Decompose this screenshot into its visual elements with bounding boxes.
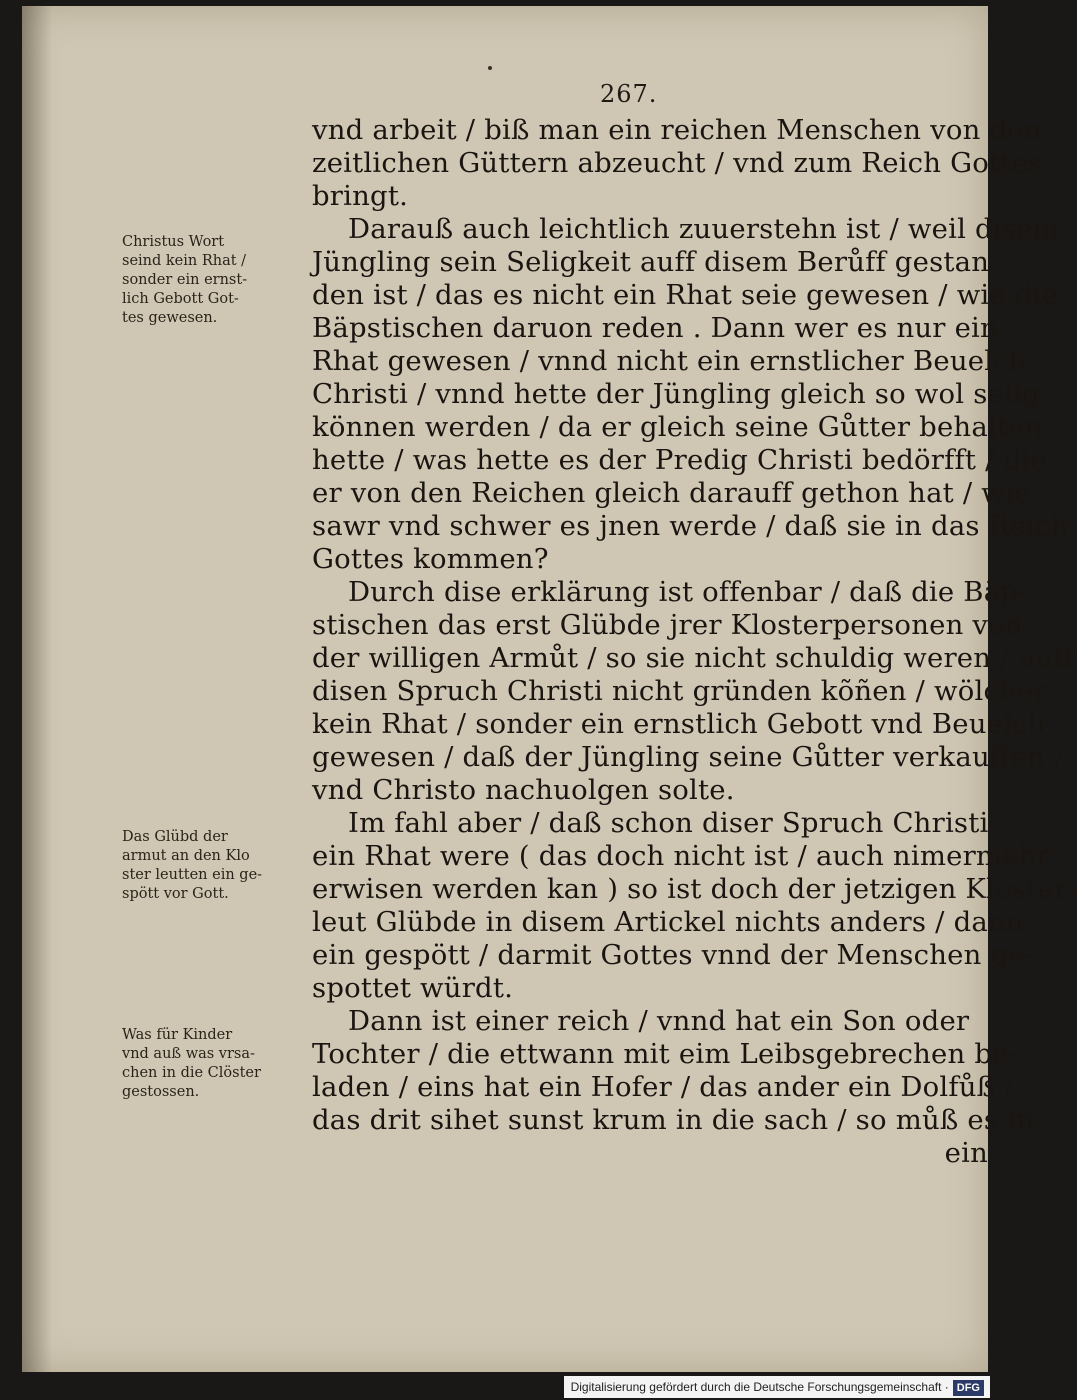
gloss-line: lich Gebott Got-	[122, 291, 239, 307]
text-line: laden / eins hat ein Hofer / das ander ein Dolfůß /	[312, 1071, 1014, 1103]
text-line: ein Rhat were ( das doch nicht ist / auch nimermehr	[312, 840, 1050, 872]
text-line: vnd arbeit / biß man ein reichen Menschen von den	[312, 114, 1042, 146]
ink-mark	[488, 66, 492, 70]
text-line: ein gespött / darmit Gottes vnnd der Menschen ge-	[312, 939, 1035, 971]
marginal-gloss-2	[122, 828, 312, 904]
text-line: das drit sihet sunst krum in die sach / so můß es in	[312, 1104, 1035, 1136]
gloss-line: tes gewesen.	[122, 310, 218, 326]
marginal-gloss-3	[122, 1026, 312, 1102]
text-line: Darauß auch leichtlich zuuerstehn ist / weil disem	[348, 213, 1059, 245]
gloss-line: chen in die Clöster	[122, 1065, 261, 1081]
document-page	[22, 6, 1077, 1372]
text-line: zeitlichen Güttern abzeucht / vnd zum Reich Gottes	[312, 147, 1043, 179]
text-line: Jüngling sein Seligkeit auff disem Berůff gestan-	[312, 246, 999, 278]
gloss-line: sonder ein ernst-	[122, 272, 248, 288]
text-line: Durch dise erklärung ist offenbar / daß die Bäp-	[348, 576, 1028, 608]
text-line: er von den Reichen gleich darauff gethon hat / wie	[312, 477, 1031, 509]
gutter-shadow	[22, 6, 52, 1372]
text-line: Dann ist einer reich / vnnd hat ein Son oder	[348, 1005, 970, 1037]
text-line: Bäpstischen daruon reden . Dann wer es nur ein	[312, 312, 998, 344]
body-text	[312, 114, 1077, 1170]
text-line: Im fahl aber / daß schon diser Spruch Christi	[348, 807, 989, 839]
footer-text: Digitalisierung gefördert durch die Deutsche Forschungsgemeinschaft ·	[570, 1380, 949, 1394]
dfg-logo: DFG	[953, 1380, 984, 1396]
text-line: Gottes kommen?	[312, 543, 549, 575]
dfg-footer	[564, 1376, 990, 1398]
gloss-line: Christus Wort	[122, 234, 225, 250]
text-line: den ist / das es nicht ein Rhat seie gewesen / wie die	[312, 279, 1059, 311]
text-line: ein	[944, 1137, 988, 1169]
text-line: stischen das erst Glübde jrer Klosterpersonen von	[312, 609, 1023, 641]
gloss-line: vnd auß was vrsa-	[122, 1046, 255, 1062]
text-line: leut Glübde in disem Artickel nichts anders / dann	[312, 906, 1024, 938]
text-line: vnd Christo nachuolgen solte.	[312, 774, 735, 806]
text-line: bringt.	[312, 180, 409, 212]
text-line: Tochter / die ettwann mit eim Leibsgebrechen be-	[312, 1038, 1019, 1070]
text-line: Christi / vnnd hette der Jüngling gleich so wol selig	[312, 378, 1040, 410]
gloss-line: ster leutten ein ge-	[122, 867, 263, 883]
text-line: sawr vnd schwer es jnen werde / daß sie in das Reich	[312, 510, 1069, 542]
marginal-gloss-1	[122, 233, 312, 328]
text-line: Rhat gewesen / vnnd nicht ein ernstlicher Beuelch	[312, 345, 1027, 377]
gloss-line: Das Glübd der	[122, 829, 228, 845]
text-line: gewesen / daß der Jüngling seine Gůtter verkauffen /	[312, 741, 1064, 773]
gloss-line: gestossen.	[122, 1084, 200, 1100]
text-line: spottet würdt.	[312, 972, 514, 1004]
text-line: der willigen Armůt / so sie nicht schuldig weren / auff	[312, 642, 1074, 674]
gloss-line: seind kein Rhat /	[122, 253, 247, 269]
gloss-line: spött vor Gott.	[122, 886, 229, 902]
text-line: erwisen werden kan ) so ist doch der jetzigen Kloster-	[312, 873, 1077, 905]
page-number: 267.	[600, 80, 658, 108]
gloss-line: armut an den Klo	[122, 848, 250, 864]
text-line: können werden / da er gleich seine Gůtter behalten	[312, 411, 1043, 443]
gloss-line: Was für Kinder	[122, 1027, 233, 1043]
text-line: kein Rhat / sonder ein ernstlich Gebott vnd Beuelch	[312, 708, 1046, 740]
text-line: disen Spruch Christi nicht gründen kõñen / wölcher	[312, 675, 1047, 707]
text-line: hette / was hette es der Predig Christi bedörfft / die	[312, 444, 1047, 476]
